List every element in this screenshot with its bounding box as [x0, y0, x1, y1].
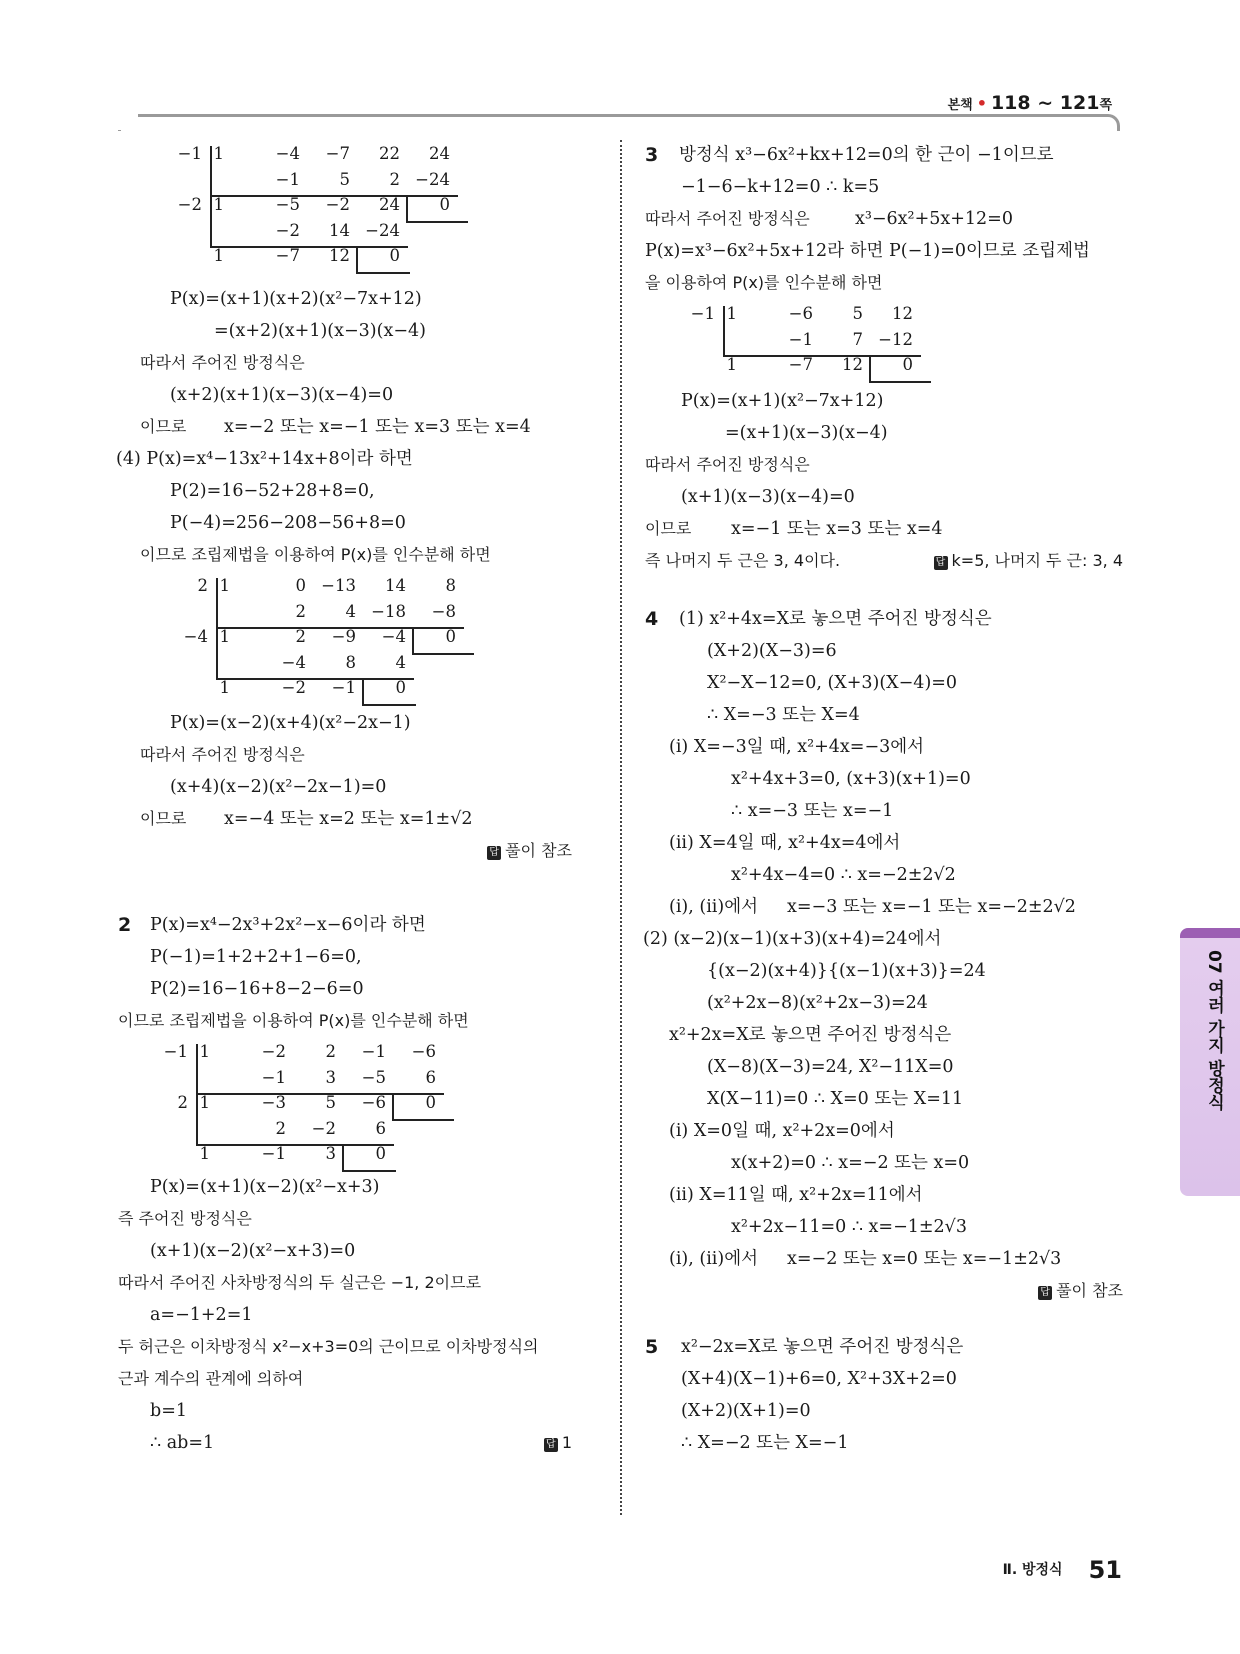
sd-cell: 1: [199, 1093, 210, 1112]
synthetic-division-2: [174, 576, 494, 706]
bullet-icon: •: [976, 94, 987, 113]
formula-line: =(x+2)(x+1)(x−3)(x−4): [214, 321, 426, 341]
formula-line: x³−6x²+5x+12=0: [855, 209, 1013, 229]
formula-line: a=−1+2=1: [150, 1305, 253, 1325]
formula-line: (X+2)(X+1)=0: [681, 1401, 811, 1421]
formula-line: P(2)=16−52+28+8=0,: [170, 481, 375, 501]
sd-horizontal-rule: [210, 246, 408, 248]
formula-line: x=−4 또는 x=2 또는 x=1±√2: [224, 809, 473, 829]
sd-cell: 12: [329, 246, 350, 265]
sd-cell: −2: [325, 195, 350, 214]
formula-line: 방정식 x³−6x²+kx+12=0의 한 근이 −1이므로: [679, 145, 1054, 165]
sd-vertical-rule: [196, 1044, 198, 1093]
sd-vertical-rule: [362, 678, 364, 704]
formula-line: (ii) X=4일 때, x²+4x=4에서: [669, 833, 901, 853]
text-line: 이므로: [140, 417, 187, 436]
formula-line: X(X−11)=0 ∴ X=0 또는 X=11: [707, 1089, 964, 1109]
formula-line: P(−1)=1+2+2+1−6=0,: [150, 947, 362, 967]
formula-line: x²+4x−4=0 ∴ x=−2±2√2: [731, 865, 956, 885]
formula-line: x(x+2)=0 ∴ x=−2 또는 x=0: [731, 1153, 970, 1173]
sd-cell: −4: [275, 144, 300, 163]
sd-cell: 1: [213, 246, 224, 265]
problem-number: 5: [645, 1336, 659, 1358]
sd-cell: 2: [325, 1042, 336, 1061]
formula-line: x²+4x+3=0, (x+3)(x+1)=0: [731, 769, 971, 789]
formula-line: P(x)=(x+1)(x−2)(x²−x+3): [150, 1177, 380, 1197]
text-line: 즉 나머지 두 근은 3, 4이다.: [645, 551, 841, 570]
sd-horizontal-rule: [869, 381, 931, 383]
sd-cell: −2: [275, 220, 300, 240]
sd-horizontal-rule: [196, 1093, 444, 1095]
sd-vertical-rule: [342, 1144, 344, 1170]
formula-line: ∴ X=−3 또는 X=4: [707, 705, 860, 725]
sd-cell: −5: [361, 1067, 386, 1087]
sd-vertical-rule: [216, 578, 218, 627]
sd-horizontal-rule: [216, 678, 414, 680]
sd-cell: 5: [852, 304, 863, 323]
sd-vertical-rule: [406, 195, 408, 221]
sd-cell: 2: [295, 627, 306, 646]
sd-cell: 0: [295, 576, 306, 595]
sd-cell: 8: [445, 576, 456, 595]
header-rule: [118, 114, 1120, 131]
sd-vertical-rule: [216, 629, 218, 678]
formula-line: (x²+2x−8)(x²+2x−3)=24: [707, 993, 928, 1013]
formula-line: x²+2x=X로 놓으면 주어진 방정식은: [669, 1025, 952, 1045]
sd-cell: 1: [219, 627, 230, 646]
sd-cell: 0: [389, 246, 400, 265]
sd-cell: −24: [415, 169, 450, 189]
sd-cell: 5: [325, 1093, 336, 1112]
sd-cell: 7: [852, 329, 863, 349]
formula-line: (X+2)(X−3)=6: [707, 641, 837, 661]
book-label: 본책: [947, 98, 973, 113]
sd-cell: 12: [842, 355, 863, 374]
sd-horizontal-rule: [723, 355, 921, 357]
sd-cell: 1: [219, 576, 230, 595]
text-line: 따라서 주어진 방정식은: [140, 745, 305, 764]
sd-divisor: −4: [183, 627, 208, 646]
formula-line: x²−2x=X로 놓으면 주어진 방정식은: [681, 1337, 964, 1357]
formula-line: −1−6−k+12=0 ∴ k=5: [681, 177, 880, 197]
sd-cell: 0: [902, 355, 913, 374]
sd-cell: −13: [321, 576, 356, 595]
text-line: 따라서 주어진 방정식은: [645, 455, 810, 474]
page-number: 51: [1088, 1556, 1122, 1584]
sd-divisor: 2: [197, 576, 208, 595]
formula-line: (2) (x−2)(x−1)(x+3)(x+4)=24에서: [643, 929, 942, 949]
sd-cell: 24: [379, 195, 400, 214]
sd-vertical-rule: [392, 1093, 394, 1119]
sd-cell: 3: [325, 1144, 336, 1163]
sd-cell: 22: [379, 144, 400, 163]
sd-horizontal-rule: [412, 653, 474, 655]
sd-cell: −24: [365, 220, 400, 240]
sd-cell: 1: [199, 1042, 210, 1061]
text-line: 따라서 주어진 방정식은: [645, 209, 810, 228]
text-line: 따라서 주어진 방정식은: [140, 353, 305, 372]
answer-label: 답 풀이 참조: [1038, 1280, 1123, 1302]
answer-label: 답 k=5, 나머지 두 근: 3, 4: [934, 550, 1123, 572]
sd-divisor: −1: [163, 1042, 188, 1061]
sd-horizontal-rule: [392, 1119, 454, 1121]
formula-line: P(2)=16−16+8−2−6=0: [150, 979, 364, 999]
formula-line: b=1: [150, 1401, 187, 1421]
text-line: 두 허근은 이차방정식 x²−x+3=0의 근이므로 이차방정식의: [118, 1337, 539, 1356]
formula-line: (X−8)(X−3)=24, X²−11X=0: [707, 1057, 954, 1077]
sd-cell: 1: [199, 1144, 210, 1163]
sd-cell: 6: [375, 1118, 386, 1138]
sd-cell: 14: [329, 220, 350, 240]
column-divider: [620, 140, 622, 1515]
sd-cell: 0: [439, 195, 450, 214]
sd-horizontal-rule: [196, 1144, 394, 1146]
sd-cell: −2: [281, 678, 306, 697]
sd-vertical-rule: [210, 146, 212, 195]
formula-line: (4) P(x)=x⁴−13x²+14x+8이라 하면: [116, 449, 413, 469]
sd-cell: 8: [345, 652, 356, 672]
formula-line: x=−2 또는 x=−1 또는 x=3 또는 x=4: [224, 417, 531, 437]
sd-cell: 1: [213, 144, 224, 163]
sd-divisor: −2: [177, 195, 202, 214]
sd-cell: 2: [275, 1118, 286, 1138]
sd-horizontal-rule: [406, 221, 468, 223]
sd-vertical-rule: [356, 246, 358, 272]
formula-line: x=−3 또는 x=−1 또는 x=−2±2√2: [787, 897, 1076, 917]
sd-cell: 0: [425, 1093, 436, 1112]
sd-cell: −7: [788, 355, 813, 374]
text-line: 이므로: [645, 519, 692, 538]
sd-cell: 6: [425, 1067, 436, 1087]
chapter-side-tab: [1180, 928, 1240, 1196]
sd-cell: 1: [213, 195, 224, 214]
synthetic-division-3: [154, 1042, 474, 1172]
sd-cell: −1: [275, 169, 300, 189]
sd-horizontal-rule: [210, 195, 458, 197]
sd-horizontal-rule: [362, 704, 416, 706]
formula-line: P(x)=(x+1)(x²−7x+12): [681, 391, 884, 411]
text-line: 근과 계수의 관계에 의하여: [118, 1369, 304, 1388]
sd-cell: −4: [381, 627, 406, 646]
formula-line: (x+1)(x−3)(x−4)=0: [681, 487, 855, 507]
page-range: 118 ~ 121: [990, 92, 1100, 114]
sd-cell: 4: [395, 652, 406, 672]
sd-cell: −6: [361, 1093, 386, 1112]
sd-cell: −6: [788, 304, 813, 323]
synthetic-division-1: [168, 144, 488, 274]
sd-vertical-rule: [210, 197, 212, 246]
text-line: 이므로: [140, 809, 187, 828]
formula-line: P(x)=(x+1)(x+2)(x²−7x+12): [170, 289, 422, 309]
formula-line: (x+4)(x−2)(x²−2x−1)=0: [170, 777, 387, 797]
sd-cell: −2: [261, 1042, 286, 1061]
sd-vertical-rule: [196, 1095, 198, 1144]
sd-cell: −4: [281, 652, 306, 672]
formula-line: P(x)=(x−2)(x+4)(x²−2x−1): [170, 713, 411, 733]
formula-line: (x+1)(x−2)(x²−x+3)=0: [150, 1241, 356, 1261]
formula-line: (i) X=−3일 때, x²+4x=−3에서: [669, 737, 925, 757]
text-line: 따라서 주어진 사차방정식의 두 실근은 −1, 2이므로: [118, 1273, 482, 1292]
sd-cell: −1: [788, 329, 813, 349]
formula-line: (i), (ii)에서: [669, 1249, 759, 1269]
formula-line: (x+2)(x+1)(x−3)(x−4)=0: [170, 385, 394, 405]
sd-cell: 12: [892, 304, 913, 323]
formula-line: ∴ x=−3 또는 x=−1: [731, 801, 894, 821]
formula-line: P(x)=x⁴−2x³+2x²−x−6이라 하면: [150, 915, 426, 935]
problem-number: 4: [645, 608, 659, 630]
sd-cell: −7: [275, 246, 300, 265]
sd-horizontal-rule: [216, 627, 464, 629]
sd-cell: 1: [219, 678, 230, 697]
sd-cell: −2: [311, 1118, 336, 1138]
synthetic-division-4: [681, 304, 921, 384]
problem-number: 3: [645, 144, 659, 166]
sd-cell: 2: [389, 169, 400, 189]
formula-line: ∴ ab=1: [150, 1433, 215, 1453]
answer-badge-icon: 답: [544, 1438, 558, 1452]
formula-line: (X+4)(X−1)+6=0, X²+3X+2=0: [681, 1369, 957, 1389]
sd-cell: 4: [345, 601, 356, 621]
sd-cell: −18: [371, 601, 406, 621]
sd-vertical-rule: [869, 355, 871, 381]
answer-badge-icon: 답: [1038, 1286, 1052, 1300]
formula-line: x=−1 또는 x=3 또는 x=4: [731, 519, 943, 539]
problem-number: 2: [118, 914, 132, 936]
chapter-tab-label: 07 여러 가지 방정식: [1204, 950, 1224, 1111]
text-line: 을 이용하여 P(x)를 인수분해 하면: [645, 273, 883, 292]
page-suffix: 쪽: [1099, 98, 1112, 113]
formula-line: (1) x²+4x=X로 놓으면 주어진 방정식은: [679, 609, 992, 629]
sd-cell: −1: [331, 678, 356, 697]
sd-cell: 5: [339, 169, 350, 189]
formula-line: (ii) X=11일 때, x²+2x=11에서: [669, 1185, 923, 1205]
text-line: 이므로 조립제법을 이용하여 P(x)를 인수분해 하면: [118, 1011, 469, 1030]
sd-vertical-rule: [412, 627, 414, 653]
sd-divisor: −1: [177, 144, 202, 163]
sd-vertical-rule: [723, 306, 725, 355]
page-header: [948, 92, 1112, 114]
text-line: 이므로 조립제법을 이용하여 P(x)를 인수분해 하면: [140, 545, 491, 564]
sd-cell: 1: [726, 304, 737, 323]
formula-line: {(x−2)(x+4)}{(x−1)(x+3)}=24: [707, 961, 986, 981]
answer-label: 답 1: [544, 1432, 572, 1454]
sd-horizontal-rule: [342, 1170, 396, 1172]
sd-cell: 0: [395, 678, 406, 697]
formula-line: x=−2 또는 x=0 또는 x=−1±2√3: [787, 1249, 1062, 1269]
sd-cell: 2: [295, 601, 306, 621]
sd-cell: 0: [445, 627, 456, 646]
sd-cell: −1: [261, 1067, 286, 1087]
sd-cell: −6: [411, 1042, 436, 1061]
sd-cell: −5: [275, 195, 300, 214]
text-line: 즉 주어진 방정식은: [118, 1209, 252, 1228]
sd-divisor: 2: [177, 1093, 188, 1112]
answer-badge-icon: 답: [934, 556, 948, 570]
formula-line: P(x)=x³−6x²+5x+12라 하면 P(−1)=0이므로 조립제법: [645, 241, 1090, 261]
sd-cell: −3: [261, 1093, 286, 1112]
answer-label: 답 풀이 참조: [487, 840, 572, 862]
sd-cell: 3: [325, 1067, 336, 1087]
sd-cell: −1: [261, 1144, 286, 1163]
formula-line: ∴ X=−2 또는 X=−1: [681, 1433, 849, 1453]
sd-cell: 14: [385, 576, 406, 595]
sd-cell: −12: [878, 329, 913, 349]
formula-line: P(−4)=256−208−56+8=0: [170, 513, 406, 533]
answer-badge-icon: 답: [487, 846, 501, 860]
sd-divisor: −1: [690, 304, 715, 323]
sd-cell: 1: [726, 355, 737, 374]
formula-line: X²−X−12=0, (X+3)(X−4)=0: [707, 673, 958, 693]
formula-line: (i) X=0일 때, x²+2x=0에서: [669, 1121, 895, 1141]
sd-cell: −1: [361, 1042, 386, 1061]
sd-cell: −7: [325, 144, 350, 163]
formula-line: =(x+1)(x−3)(x−4): [725, 423, 888, 443]
chapter-title: Ⅱ. 방정식: [1002, 1562, 1063, 1578]
page-footer: [1003, 1556, 1122, 1584]
formula-line: (i), (ii)에서: [669, 897, 759, 917]
sd-cell: −8: [431, 601, 456, 621]
sd-cell: 24: [429, 144, 450, 163]
sd-cell: −9: [331, 627, 356, 646]
formula-line: x²+2x−11=0 ∴ x=−1±2√3: [731, 1217, 967, 1237]
sd-cell: 0: [375, 1144, 386, 1163]
sd-horizontal-rule: [356, 272, 410, 274]
